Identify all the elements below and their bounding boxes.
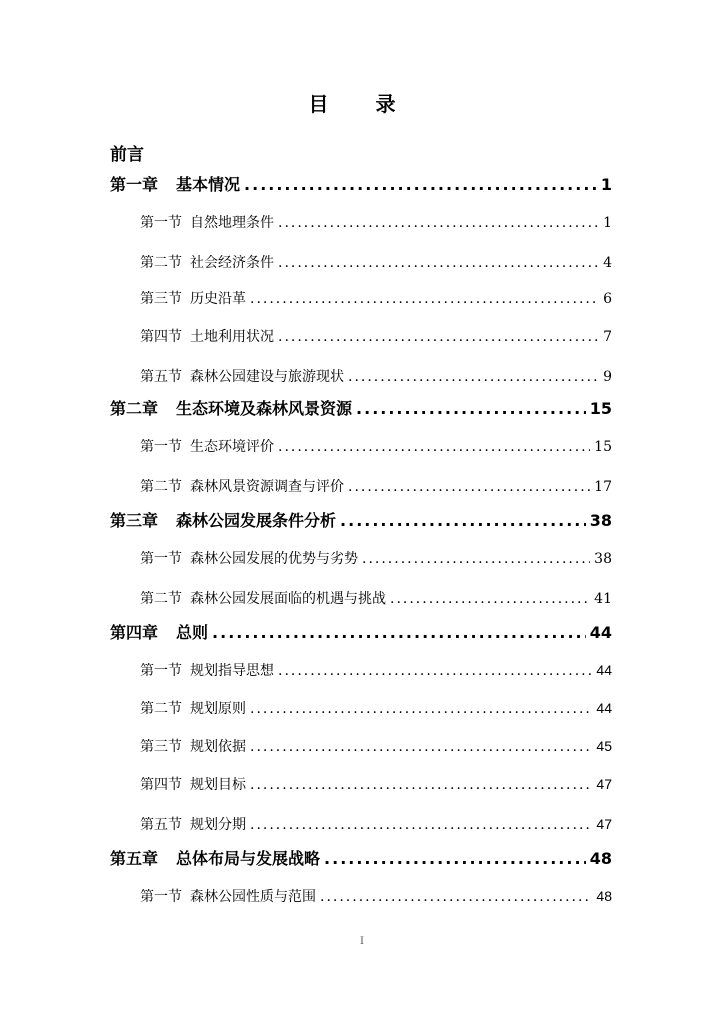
toc-entry-page-number: 4 <box>603 255 612 271</box>
toc-entry-label: 自然地理条件 <box>190 215 274 231</box>
toc-entry-label: 总则 <box>176 623 209 642</box>
toc-entry-number: 第三节 <box>140 291 182 307</box>
dot-leader <box>348 369 599 385</box>
toc-section-entry[interactable] <box>140 366 612 386</box>
toc-entry-page-number: 1 <box>603 215 612 231</box>
dot-leader <box>212 623 586 642</box>
dot-leader <box>362 551 590 567</box>
dot-leader <box>278 663 592 679</box>
toc-entry-page-number: 47 <box>596 816 612 832</box>
toc-entry-page-number: 15 <box>589 399 612 418</box>
toc-entry-number: 第二节 <box>140 479 182 495</box>
toc-section-entry[interactable] <box>140 252 612 272</box>
preface-heading: 前言 <box>110 145 144 165</box>
toc-entry-page-number: 1 <box>600 175 612 194</box>
dot-leader <box>250 701 592 717</box>
toc-entry-page-number: 44 <box>589 623 612 642</box>
dot-leader <box>250 777 592 793</box>
toc-entry-page-number: 45 <box>596 738 612 754</box>
toc-entry-number: 第四节 <box>140 329 182 345</box>
toc-entry-label: 规划指导思想 <box>190 663 274 679</box>
toc-entry-page-number: 48 <box>589 849 612 868</box>
toc-section-entry[interactable] <box>140 288 612 308</box>
toc-entry-number: 第二章 <box>110 399 159 418</box>
toc-section-entry[interactable] <box>140 588 612 608</box>
toc-entry-number: 第五章 <box>110 849 159 868</box>
toc-entry-page-number: 6 <box>603 291 612 307</box>
toc-entry-page-number: 47 <box>596 776 612 792</box>
toc-entry-number: 第五节 <box>140 369 182 385</box>
dot-leader <box>244 175 597 194</box>
toc-entry-number: 第五节 <box>140 817 182 833</box>
toc-entry-number: 第三节 <box>140 739 182 755</box>
toc-entry-label: 规划原则 <box>190 701 246 717</box>
toc-chapter-entry[interactable] <box>110 396 612 419</box>
toc-entry-page-number: 7 <box>603 329 612 345</box>
dot-leader <box>320 889 592 905</box>
toc-entry-page-number: 44 <box>596 662 612 678</box>
toc-entry-page-number: 17 <box>594 479 612 495</box>
dot-leader <box>340 511 586 530</box>
toc-entry-number: 第二节 <box>140 701 182 717</box>
toc-entry-label: 森林公园发展的优势与劣势 <box>190 551 358 567</box>
toc-entry-page-number: 48 <box>596 888 612 904</box>
toc-entry-number: 第二节 <box>140 591 182 607</box>
toc-entry-label: 森林风景资源调查与评价 <box>190 479 344 495</box>
toc-entry-number: 第四章 <box>110 623 159 642</box>
toc-entry-label: 森林公园建设与旅游现状 <box>190 369 344 385</box>
toc-section-entry[interactable] <box>140 436 612 456</box>
toc-entry-page-number: 44 <box>596 700 612 716</box>
toc-entry-number: 第一节 <box>140 439 182 455</box>
toc-entry-page-number: 38 <box>594 551 612 567</box>
toc-entry-number: 第三章 <box>110 511 159 530</box>
dot-leader <box>356 399 586 418</box>
toc-entry-label: 基本情况 <box>176 175 241 194</box>
dot-leader <box>278 329 599 345</box>
dot-leader <box>390 591 590 607</box>
toc-entry-page-number: 41 <box>594 591 612 607</box>
toc-chapter-entry[interactable] <box>110 846 612 869</box>
dot-leader <box>278 439 590 455</box>
toc-entry-label: 社会经济条件 <box>190 255 274 271</box>
toc-entry-number: 第二节 <box>140 255 182 271</box>
toc-entry-page-number: 38 <box>589 511 612 530</box>
toc-chapter-entry[interactable] <box>110 172 612 195</box>
toc-entry-number: 第一节 <box>140 215 182 231</box>
dot-leader <box>250 739 592 755</box>
toc-entry-label: 规划依据 <box>190 739 246 755</box>
dot-leader <box>348 479 590 495</box>
toc-chapter-entry[interactable] <box>110 620 612 643</box>
toc-section-entry[interactable] <box>140 660 612 680</box>
dot-leader <box>324 849 586 868</box>
toc-entry-number: 第一章 <box>110 175 159 194</box>
toc-section-entry[interactable] <box>140 476 612 496</box>
toc-entry-label: 森林公园发展条件分析 <box>176 511 337 530</box>
dot-leader <box>250 291 599 307</box>
toc-section-entry[interactable] <box>140 774 612 794</box>
footer-page-number: I <box>360 936 364 947</box>
toc-section-entry[interactable] <box>140 698 612 718</box>
toc-entry-label: 历史沿革 <box>190 291 246 307</box>
toc-entry-number: 第一节 <box>140 889 182 905</box>
toc-chapter-entry[interactable] <box>110 508 612 531</box>
toc-entry-label: 总体布局与发展战略 <box>176 849 321 868</box>
dot-leader <box>250 817 592 833</box>
toc-section-entry[interactable] <box>140 326 612 346</box>
toc-section-entry[interactable] <box>140 814 612 834</box>
toc-entry-number: 第一节 <box>140 663 182 679</box>
toc-entry-number: 第四节 <box>140 777 182 793</box>
dot-leader <box>278 255 599 271</box>
toc-entry-label: 规划分期 <box>190 817 246 833</box>
toc-entry-label: 土地利用状况 <box>190 329 274 345</box>
toc-entry-number: 第一节 <box>140 551 182 567</box>
dot-leader <box>278 215 599 231</box>
toc-entry-label: 生态环境及森林风景资源 <box>176 399 353 418</box>
toc-entry-label: 生态环境评价 <box>190 439 274 455</box>
toc-section-entry[interactable] <box>140 212 612 232</box>
toc-entry-label: 森林公园性质与范围 <box>190 889 316 905</box>
toc-entry-page-number: 9 <box>603 369 612 385</box>
toc-section-entry[interactable] <box>140 736 612 756</box>
toc-section-entry[interactable] <box>140 548 612 568</box>
toc-entry-label: 规划目标 <box>190 777 246 793</box>
toc-entry-label: 森林公园发展面临的机遇与挑战 <box>190 591 386 607</box>
toc-entry-page-number: 15 <box>594 439 612 455</box>
toc-section-entry[interactable] <box>140 886 612 906</box>
page-title: 目 录 <box>308 92 416 116</box>
